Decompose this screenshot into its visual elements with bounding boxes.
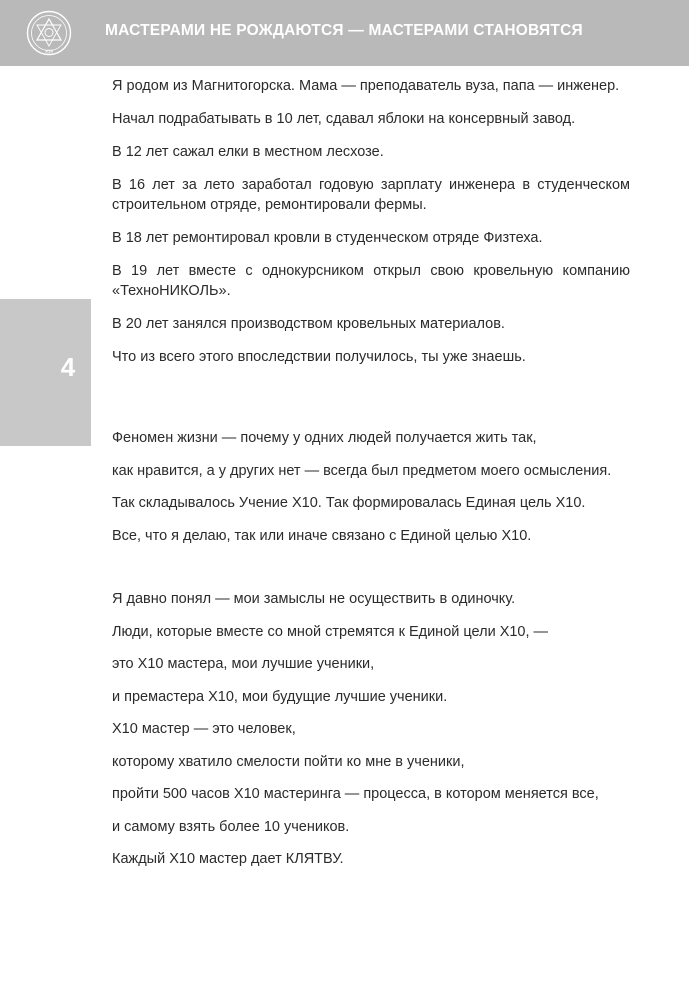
- paragraph: Что из всего этого впоследствии получилось, ты уже знаешь.: [112, 349, 526, 365]
- paragraph: Я родом из Магнитогорска. Мама — преподаватель вуза, папа — инженер.: [112, 78, 620, 94]
- text-line: Каждый Х10 мастер дает КЛЯТВУ.: [112, 851, 344, 867]
- paragraph: В 16 лет за лето заработал годовую зарплату инженера в студенческом строительном отряде, ремонтировали фермы.: [112, 177, 630, 213]
- paragraph: В 19 лет вместе с однокурсником открыл свою кровельную компанию «ТехноНИКОЛЬ».: [112, 263, 630, 299]
- text-line: которому хватило смелости пойти ко мне в ученики,: [112, 753, 465, 770]
- page-title: МАСТЕРАМИ НЕ РОЖДАЮТСЯ — МАСТЕРАМИ СТАНОВЯТСЯ: [105, 22, 583, 39]
- paragraph: В 12 лет сажал елки в местном лесхозе.: [112, 144, 384, 160]
- text-line: и самому взять более 10 учеников.: [112, 818, 350, 835]
- paragraph: В 18 лет ремонтировал кровли в студенческом отряде Физтеха.: [112, 230, 543, 246]
- page-header: [0, 0, 689, 66]
- text-line: пройти 500 часов Х10 мастеринга — процесса, в котором меняется все,: [112, 786, 599, 802]
- paragraph: В 20 лет занялся производством кровельных материалов.: [112, 316, 505, 332]
- philosophy-section: [112, 428, 672, 558]
- text-line: Х10 мастер — это человек,: [112, 721, 296, 737]
- masters-section: [112, 589, 672, 882]
- text-line: это Х10 мастера, мои лучшие ученики,: [112, 656, 375, 672]
- text-line: Феномен жизни — почему у одних людей получается жить так,: [112, 430, 537, 446]
- bio-section: [112, 76, 630, 380]
- text-line: и премастера Х10, мои будущие лучшие ученики.: [112, 688, 448, 705]
- text-line: Все, что я делаю, так или иначе связано с Единой целью Х10.: [112, 527, 532, 544]
- chapter-number: 4: [60, 352, 76, 382]
- text-line: Люди, которые вместе со мной стремятся к Единой цели Х10, —: [112, 623, 549, 640]
- x10-emblem-icon: [26, 10, 72, 56]
- text-line: Так складывалось Учение Х10. Так формировалась Единая цель Х10.: [112, 495, 586, 511]
- text-line: Я давно понял — мои замыслы не осуществить в одиночку.: [112, 591, 516, 607]
- paragraph: Начал подрабатывать в 10 лет, сдавал яблоки на консервный завод.: [112, 111, 576, 127]
- text-line: как нравится, а у других нет — всегда был предметом моего осмысления.: [112, 462, 612, 479]
- logo-text: X10: [44, 48, 54, 54]
